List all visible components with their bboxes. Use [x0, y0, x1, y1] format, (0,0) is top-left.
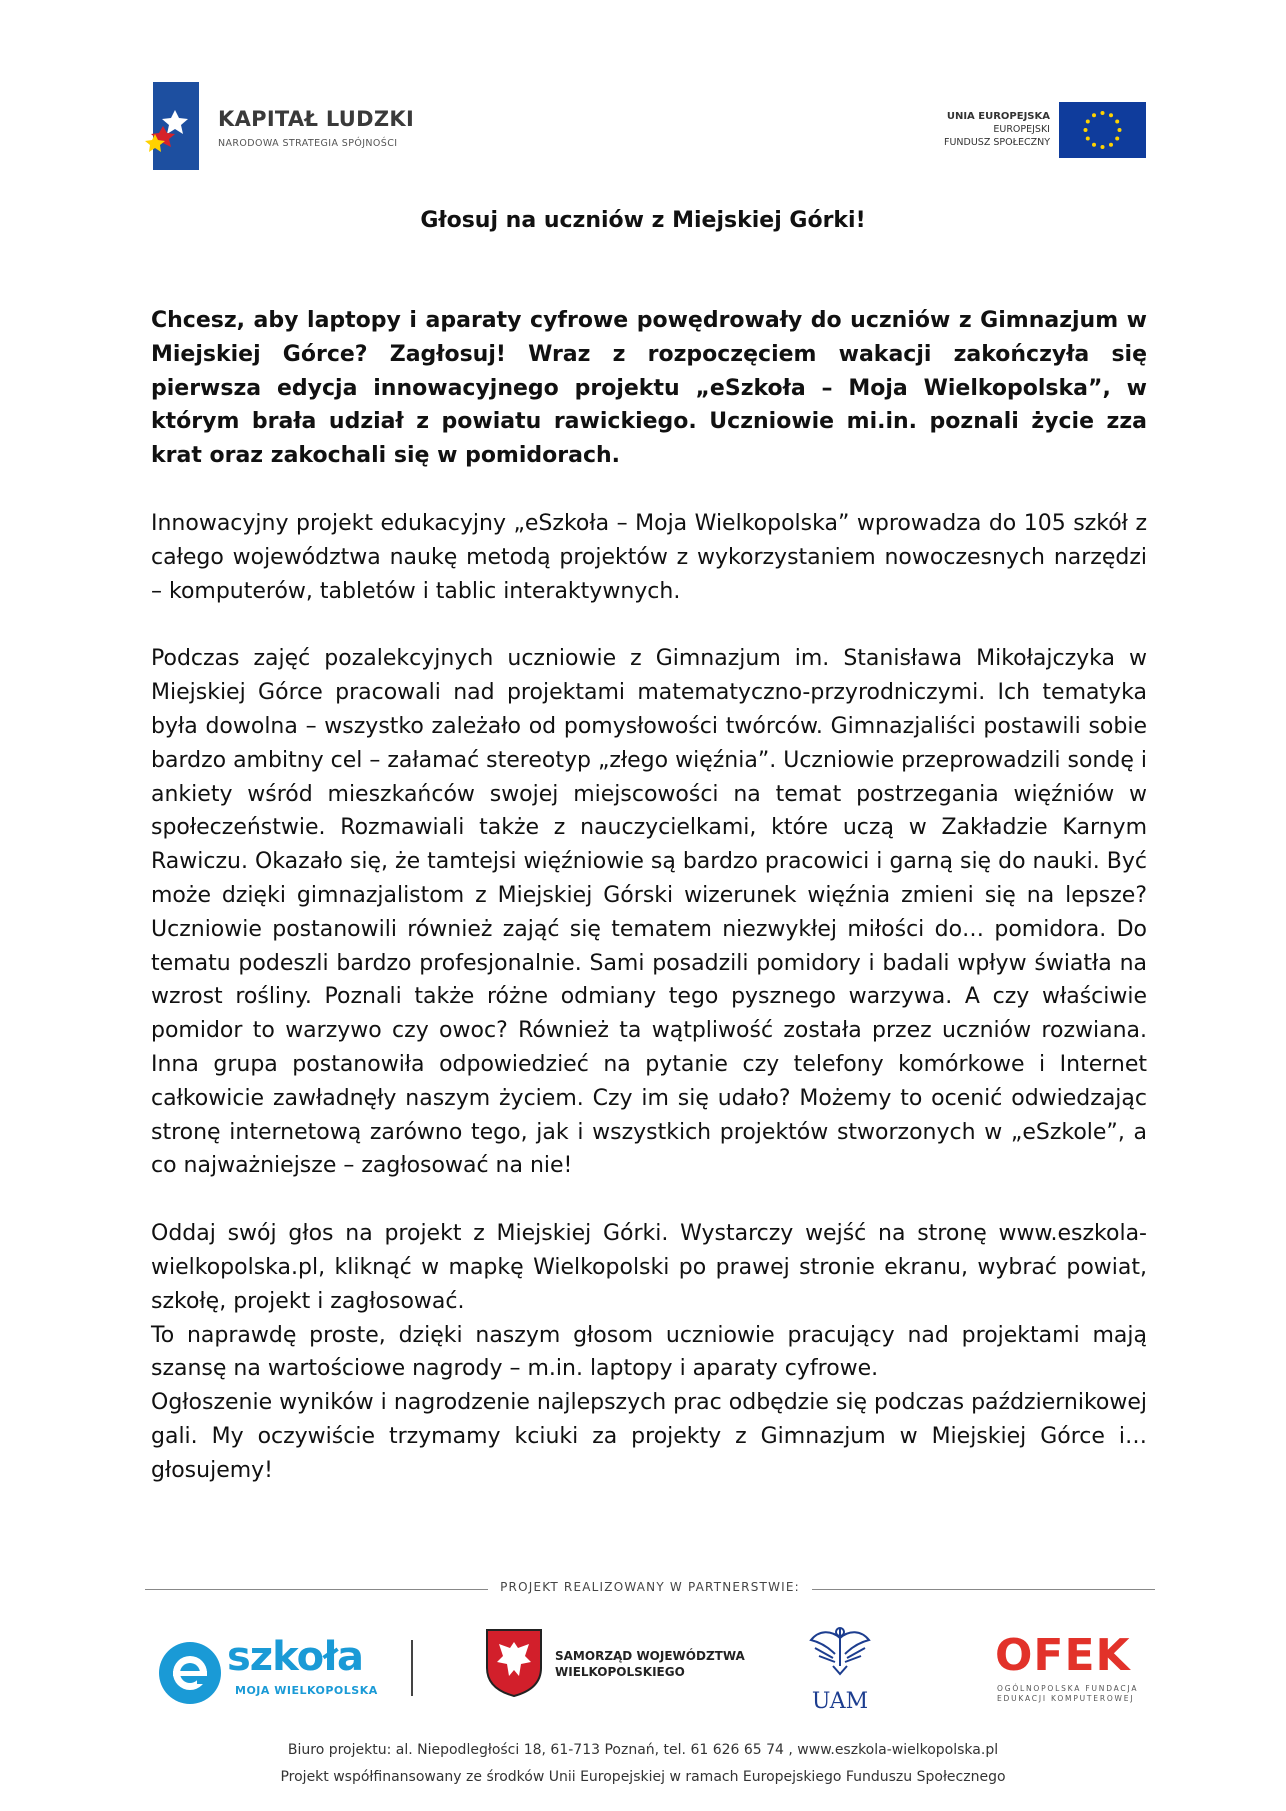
ofek-sub-line-1: OGÓLNOPOLSKA FUNDACJA: [997, 1684, 1139, 1693]
eu-line-3: FUNDUSZ SPOŁECZNY: [944, 137, 1050, 148]
eu-star-icon: [1084, 128, 1088, 132]
eu-star-icon: [1092, 143, 1096, 147]
paragraph-1: Innowacyjny projekt edukacyjny „eSzkoła – Moja Wielkopolska” wprowadza do 105 szkół z całego województwa naukę metodą projektów z wykorzystaniem nowoczesnych narzędzi – komputerów, tabletów i tablic interaktywnych.: [151, 510, 1147, 604]
paragraph-4: To naprawdę proste, dzięki naszym głosom uczniowie pracujący nad projektami mają szansę na wartościowe nagrody – m.in. laptopy i aparaty cyfrowe.: [151, 1322, 1147, 1382]
eu-star-icon: [1101, 111, 1105, 115]
logo-divider: [411, 1640, 413, 1696]
eu-star-icon: [1109, 143, 1113, 147]
eu-line-2: EUROPEJSKI: [993, 124, 1050, 135]
kapital-ludzki-emblem-icon: [145, 82, 199, 170]
eu-star-icon: [1109, 113, 1113, 117]
eu-logo-text: [944, 110, 1050, 149]
wielkopolska-eagle-shield-icon: [485, 1628, 543, 1698]
document-title: Głosuj na uczniów z Miejskiej Górki!: [420, 208, 866, 233]
ofek-subtitle: [997, 1684, 1138, 1704]
ofek-logo: [995, 1630, 1155, 1710]
kapital-ludzki-subtitle: NARODOWA STRATEGIA SPÓJNOŚCI: [218, 138, 398, 149]
paragraph-3: Oddaj swój głos na projekt z Miejskiej Górki. Wystarczy wejść na stronę www.eszkola-wielkopolska.pl, kliknąć w mapkę Wielkopolski po prawej stronie ekranu, wybrać powiat, szkołę, projekt i zagłosować.: [151, 1221, 1147, 1314]
eu-star-icon: [1092, 113, 1096, 117]
partner-logos: [145, 1620, 1155, 1720]
partner-separator: [145, 1580, 1155, 1600]
paragraph-2: Podczas zajęć pozalekcyjnych uczniowie z Gimnazjum im. Stanisława Mikołajczyka w Miejskiej Górce pracowali nad projektami matematyczno-przyrodniczymi. Ich tematyka była dowolna – wszystko zależało od pomysłowości twórców. Gimnazjaliści postawili sobie bardzo ambitny cel – załamać stereotyp „złego więźnia”. Uczniowie przeprowadzili sondę i ankiety wśród mieszkańców swojej miejscowości na temat postrzegania więźniów w społeczeństwie. Rozmawiali także z nauczycielkami, które uczą w Zakładzie Karnym Rawiczu. Okazało się, że tamtejsi więźniowie są bardzo pracowici i garną się do nauki. Być może dzięki gimnazjalistom z Miejskiej Górski wizerunek więźnia zmieni się na lepsze? Uczniowie postanowili również zająć się tematem niezwykłej miłości do… pomidora. Do tematu podeszli bardzo profesjonalnie. Sami posadzili pomidory i badali wpływ światła na wzrost rośliny. Poznali także różne odmiany tego pysznego warzywa. A czy właściwie pomidor to warzywo czy owoc? Również ta wątpliwość została przez uczniów rozwiana. Inna grupa postanowiła odpowiedzieć na pytanie czy telefony komórkowe i Internet całkowicie zawładnęły naszym życiem. Czy im się udało? Możemy to ocenić odwiedzając stronę internetową zarówno tego, jak i wszystkich projektów stworzonych w „eSzkole”, a co najważniejsze – zagłosować na nie!: [151, 646, 1147, 1179]
ofek-sub-line-2: EDUKACJI KOMPUTEROWEJ: [997, 1694, 1135, 1703]
samorzad-line-1: SAMORZĄD WOJEWÓDZTWA: [555, 1649, 745, 1663]
footer-info: [0, 1737, 1286, 1791]
partner-label: PROJEKT REALIZOWANY W PARTNERSTWIE:: [488, 1580, 812, 1594]
document-body: [151, 304, 1147, 1488]
eu-line-1: UNIA EUROPEJSKA: [946, 111, 1050, 122]
kapital-ludzki-title: KAPITAŁ LUDZKI: [218, 107, 415, 131]
eu-star-icon: [1101, 145, 1105, 149]
eu-star-icon: [1086, 120, 1090, 124]
ofek-word: OFEK: [995, 1630, 1131, 1681]
uam-eagle-icon: [805, 1620, 875, 1718]
eszkola-subtitle: MOJA WIELKOPOLSKA: [235, 1684, 378, 1697]
lead-paragraph: Chcesz, aby laptopy i aparaty cyfrowe powędrowały do uczniów z Gimnazjum w Miejskiej Górce? Zagłosuj! Wraz z rozpoczęciem wakacji zakończyła się pierwsza edycja innowacyjnego projektu „eSzkoła – Moja Wielkopolska”, w którym brała udział z powiatu rawickiego. Uczniowie mi.in. poznali życie zza krat oraz zakochali się w pomidorach.: [151, 308, 1147, 469]
eu-logo: [916, 100, 1146, 160]
eszkola-word: szkoła: [227, 1634, 363, 1680]
eszkola-e-icon: [157, 1640, 223, 1706]
eu-star-icon: [1086, 137, 1090, 141]
funding-line: Projekt współfinansowany ze środków Unii Europejskiej w ramach Europejskiego Funduszu Społecznego: [280, 1769, 1006, 1785]
eu-star-icon: [1115, 137, 1119, 141]
eszkola-logo: [157, 1626, 387, 1710]
uam-logo: [805, 1620, 875, 1718]
project-office-line: Biuro projektu: al. Niepodległości 18, 61-713 Poznań, tel. 61 626 65 74 , www.eszkola-wielkopolska.pl: [287, 1742, 999, 1758]
uam-text: UAM: [811, 1689, 869, 1714]
eu-star-icon: [1115, 120, 1119, 124]
eu-flag-icon: [1059, 102, 1146, 158]
kapital-ludzki-logo: [145, 82, 425, 172]
samorzad-name: [555, 1648, 745, 1680]
partner-label-wrap: [145, 1580, 1155, 1594]
eu-star-icon: [1118, 128, 1122, 132]
samorzad-logo: [485, 1628, 745, 1712]
samorzad-line-2: WIELKOPOLSKIEGO: [555, 1665, 685, 1679]
paragraph-5: Ogłoszenie wyników i nagrodzenie najlepszych prac odbędzie się podczas październikowej gali. My oczywiście trzymamy kciuki za projekty z Gimnazjum w Miejskiej Górce i… głosujemy!: [151, 1390, 1147, 1483]
